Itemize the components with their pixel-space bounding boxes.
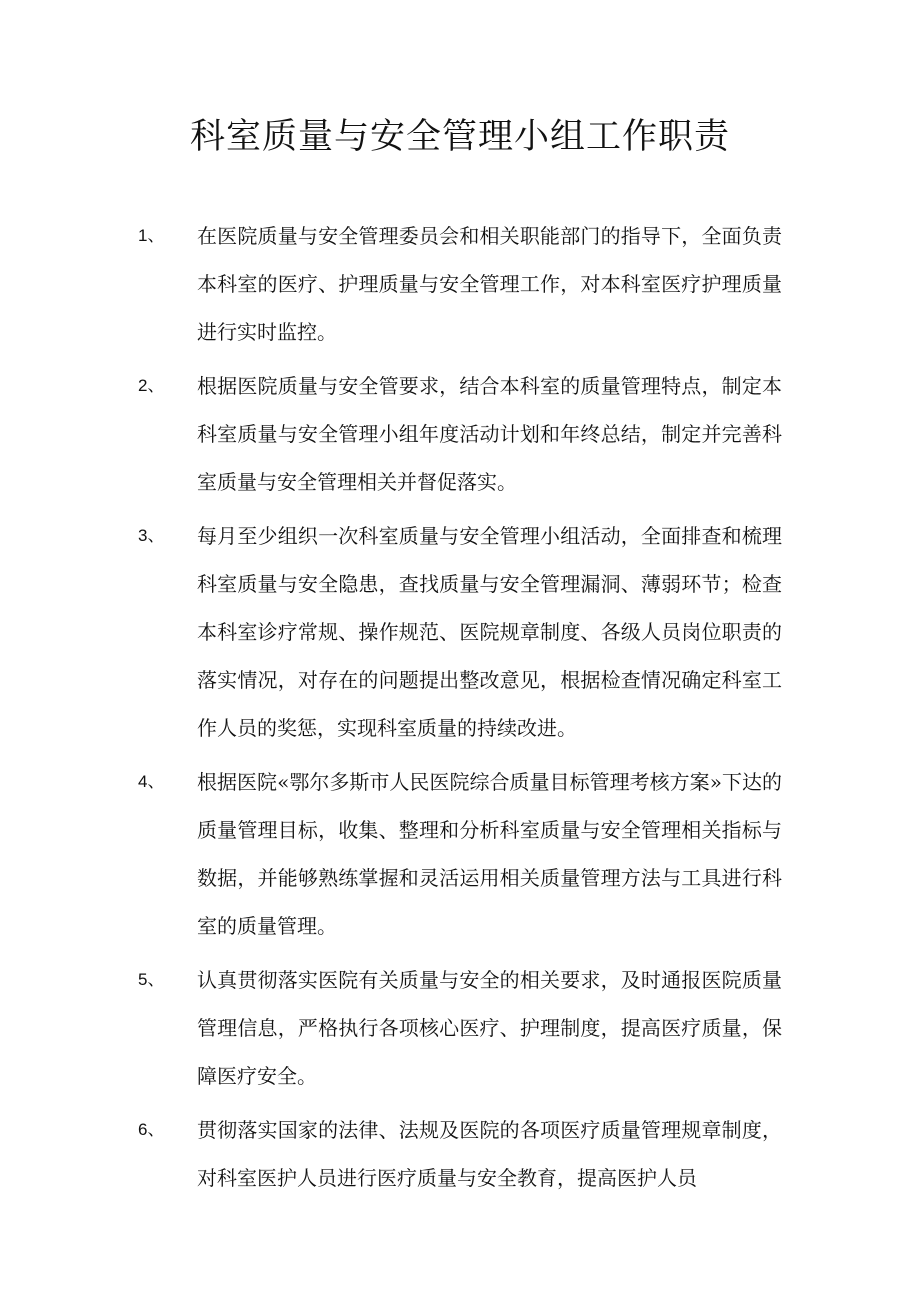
document-title: 科室质量与安全管理小组工作职责 — [189, 117, 730, 157]
duty-item-2 — [0, 362, 920, 506]
item-number: 3、 — [138, 526, 165, 545]
item-text: 认真贯彻落实医院有关质量与安全的相关要求，及时通报医院质量管理信息，严格执行各项核心医疗、护理制度，提高医疗质量，保障医疗安全。 — [197, 968, 782, 1088]
item-text: 根据医院质量与安全管要求，结合本科室的质量管理特点，制定本科室质量与安全管理小组年度活动计划和年终总结，制定并完善科室质量与安全管理相关并督促落实。 — [197, 374, 782, 494]
item-text: 在医院质量与安全管理委员会和相关职能部门的指导下，全面负责本科室的医疗、护理质量与安全管理工作，对本科室医疗护理质量进行实时监控。 — [197, 224, 782, 344]
duty-item-5 — [0, 956, 920, 1100]
item-number: 6、 — [138, 1120, 165, 1139]
item-number: 4、 — [138, 772, 165, 791]
duty-item-1 — [0, 212, 920, 356]
item-number: 2、 — [138, 376, 165, 395]
item-text: 贯彻落实国家的法律、法规及医院的各项医疗质量管理规章制度，对科室医护人员进行医疗质量与安全教育，提高医护人员 — [197, 1118, 782, 1190]
item-text: 每月至少组织一次科室质量与安全管理小组活动，全面排查和梳理科室质量与安全隐患，查找质量与安全管理漏洞、薄弱环节；检查本科室诊疗常规、操作规范、医院规章制度、各级人员岗位职责的落实情况，对存在的问题提出整改意见，根据检查情况确定科室工作人员的奖惩，实现科室质量的持续改进。 — [197, 524, 782, 740]
duty-item-4 — [0, 758, 920, 950]
item-number: 1、 — [138, 226, 165, 245]
duty-item-6 — [0, 1106, 920, 1202]
item-text: 根据医院«鄂尔多斯市人民医院综合质量目标管理考核方案»下达的质量管理目标，收集、整理和分析科室质量与安全管理相关指标与数据，并能够熟练掌握和灵活运用相关质量管理方法与工具进行科室的质量管理。 — [197, 770, 782, 938]
duty-item-3 — [0, 512, 920, 752]
item-number: 5、 — [138, 970, 165, 989]
duty-list — [0, 212, 920, 1208]
